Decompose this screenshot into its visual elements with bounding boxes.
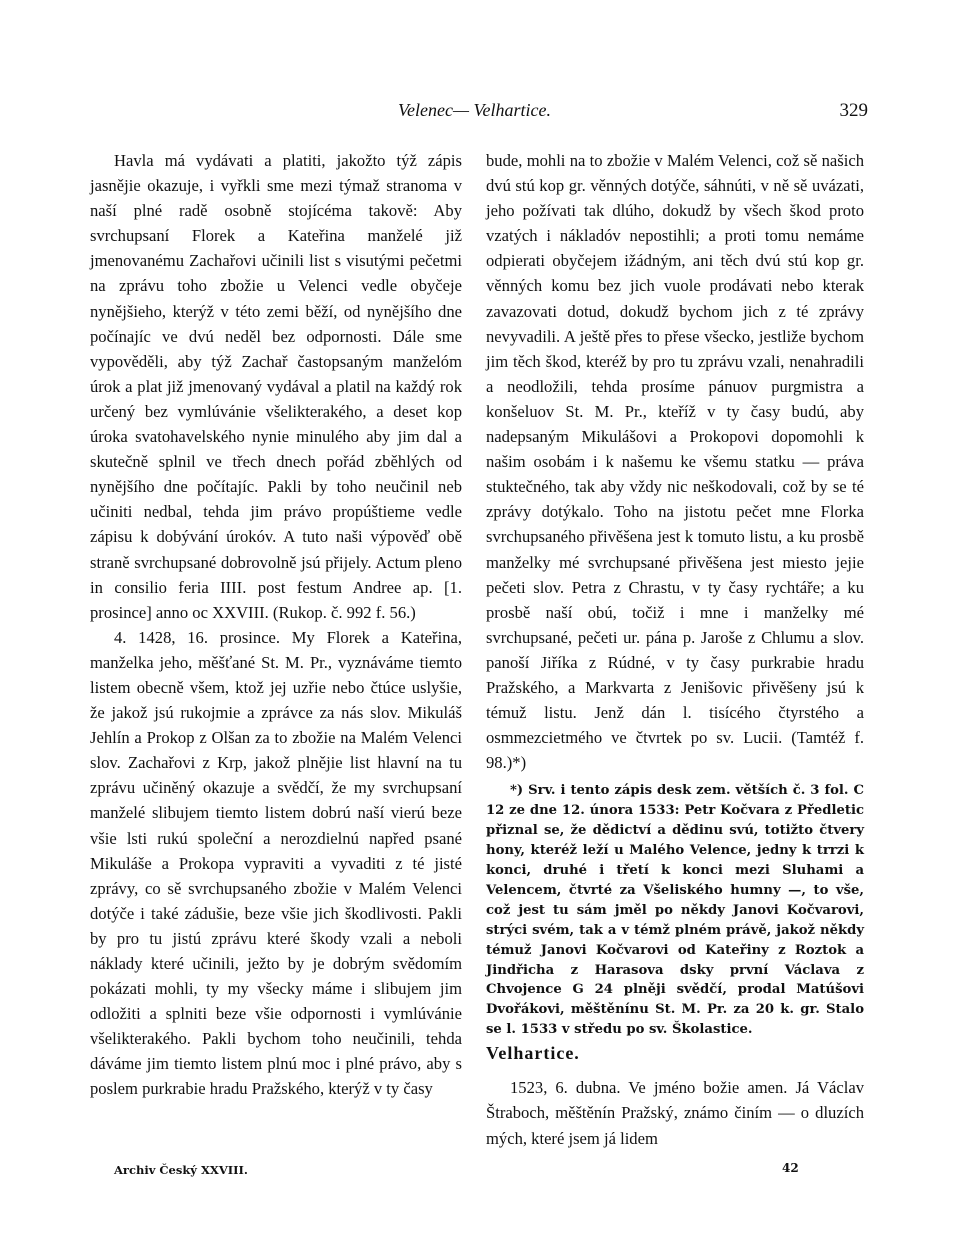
sheet-number: 42 — [782, 1161, 799, 1175]
footnote: *) Srv. i tento zápis desk zem. větších č. 3 fol. C 12 ze dne 12. února 1533: Petr Kočvara z Předletic přiznal se, že dědictví a dědinu svú, totižto čtvery hony, kteréž leží u Malého Velence, jedny k trrzi k konci, druhé i třetí k konci mezi Sluhami a Velencem, čtvrté za Všeliského humny —, to vše, což jest tu sám jměl po někdy Janovi Kočvarovi, strýci svém, tak a v témž plném právě, jakož někdy témuž Janovi Kočvarovi od Kateřiny z Roztok a Jindřicha z Harasova dsky první Václava z Chvojence G 24 plněji svědčí, prodal Matúšovi Dvořákovi, měštěnínu St. M. Pr. za 20 k. gr. Stalo se l. 1533 v středu po sv. Školastice. — [486, 783, 864, 1038]
right-column — [486, 148, 864, 1040]
section-heading: Velhartice. — [486, 1043, 580, 1063]
paragraph: 1523, 6. dubna. Ve jméno božie amen. Já Václav Štraboch, měštěnín Pražský, známo činím — o dluzích mých, které jsem já lidem — [486, 1078, 864, 1148]
running-title: Velenec— Velhartice. — [398, 100, 551, 120]
left-column — [90, 148, 462, 1102]
page-header — [90, 100, 868, 128]
footer-signature: Archiv Český XXVIII. — [114, 1163, 248, 1177]
paragraph: Havla má vydávati a platiti, jakožto týž zápis jasnějie okazuje, i vyřkli sme mezi týmaž stranoma v naší plné radě osobně stojícéma takově: Aby svrchupsaní Florek a Kateřina manželé již jmenovanému Zachařovi učinili list s visutými pečetmi na zprávu toho zbožie u Velenci vedle obyčeje nynějšieho, kterýž v této zemi běží, od nynějšího dne počínajíc ve dvú neděl bez odpornosti. Dále sme vypověděli, aby týž Zachař častopsaným manželóm úrok a plat již jmenovaný vydával a platil na každý rok určený bez vymlúvánie všelikterakého, a deset kop úroka svatohavelského nynie minulého aby jim dal a skutečně splnil ve třech dnech pořád zběhlých od nynějšího dne počítajíc. Pakli by toho neučinil neb učiniti nedbal, tehda jim právo propúštieme vedle zápisu k dobývání úrokóv. A tuto naši výpověď obě straně svrchupsané dobrovolně jsú přijely. Actum pleno in consilio feria IIII. post festum Andree ap. [1. prosince] anno oc XXVIII. (Rukop. č. 992 f. 56.) — [90, 151, 462, 622]
page-number: 329 — [839, 100, 868, 121]
section-body — [486, 1075, 864, 1151]
paragraph: bude, mohli na to zbožie v Malém Velenci, což sě našich dvú stú kop gr. věnných dotýče, sáhnúti, v ně sě uvázati, jeho požívati tak dlúho, dokudž by všech škod proto vzatých i nákladóv nepostihli; a proti tomu nemáme odpierati obyčejem ižádným, ani těch dvú stú kop gr. věnných komu bez jich vuole prodávati nebo kterak zavazovati dotud, dokudž bychom jich z té zprávy nevyvadili. A ještě přes to přese všecko, jestliže bychom jim těch škod, kteréž by pro tu zprávu vzali, nenahradili a neodložili, tehda prosíme pánuov purgmistra a konšeluov St. M. Pr., kteříž v ty časy budú, aby nadepsaným Mikulášovi a Prokopovi dopomohli k našim osobám i k našemu ke všemu statku — práva stuktečného, tak aby vždy nic neškodovali, což by se té zprávy dotýkalo. Toho na jistotu pečet mne Florka svrchupsaného přivěšena jest k tomuto listu, a ku prosbě manželky mé svrchupsané přivěšena jest miesto jejie pečeti slov. Petra z Chrastu, v ty časy rychtáře; a ku prosbě naší obú, točiž i mne i manželky mé svrchupsané, pečeti ur. pána p. Jaroše z Chlumu a slov. panoší Jiříka z Rúdné, v ty časy purkrabie hradu Pražského, a Markvarta z Jenišovic přivěšeny jsú k témuž listu. Jenž dán l. tisícého čtyrstého a osmmezcietmého ve čtvrtek po sv. Lucii. (Tamtéž f. 98.)*) — [486, 151, 864, 773]
paragraph: 4. 1428, 16. prosince. My Florek a Kateřina, manželka jeho, měšťané St. M. Pr., vyznáváme tiemto listem obecně všem, ktož jej uzřie nebo čtúce uslyšie, že jakož jsú rukojmie a zprávce za nás slov. Mikuláš Jehlín a Prokop z Olšan za to zbožie na Malém Velenci slov. Zachařovi z Krp, jakož plnějie list hlavní na tu zprávu učiněný okazuje a svědčí, že my svrchupsaní manželé slibujem tiemto listem dobrú naší vierú beze všie lsti rukú společní a nerozdielnú napřed psané Mikuláše a Prokopa vypraviti a vyvaditi z té jisté zprávy, co sě svrchupsaného zbožie v Malém Velenci dotýče i také zádušie, beze všie jich škodlivosti. Pakli by pro tu jistú zprávu které škody vzali a neboli náklady které učinili, ježto by je dobrým svědomím pokázati mohli, ty my všecky máme i slibujem jim odložiti a splniti beze všie odpornosti i vymlúvánie všelikterakého. Pakli bychom toho neučinili, tehda dáváme jim tiemto listem plnú moc i plné právo, aby s poslem purkrabie hradu Pražského, kterýž v ty časy — [90, 627, 462, 1099]
